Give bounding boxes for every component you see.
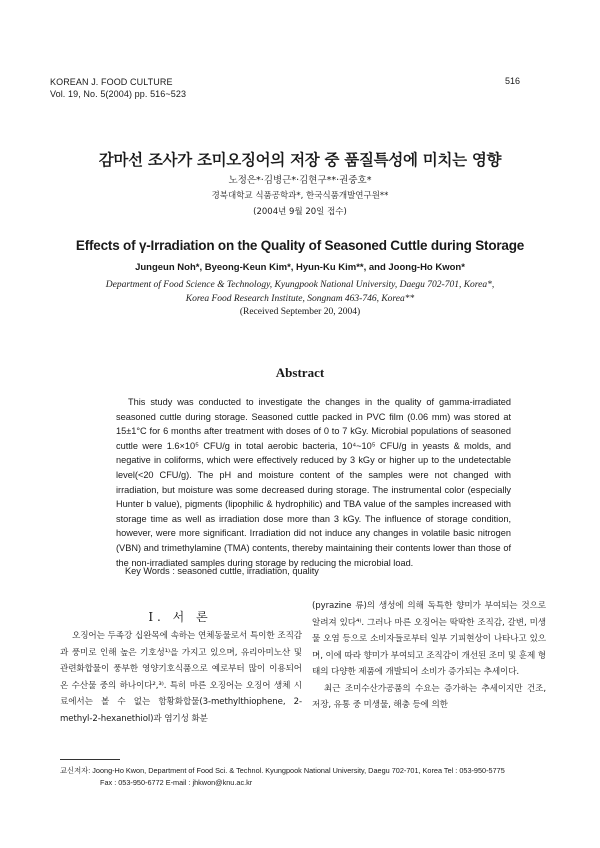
- korean-authors: 노정은*·김병근*·김현구**·권중호*: [228, 175, 372, 186]
- english-title: Effects of γ-Irradiation on the Quality of Seasoned Cuttle during Storage: [75, 238, 525, 253]
- page-number: 516: [504, 76, 520, 86]
- abstract-heading: Abstract: [275, 365, 325, 380]
- journal-volume: Vol. 19, No. 5(2004) pp. 516~523: [50, 89, 187, 99]
- footnote: [60, 765, 505, 789]
- english-affiliation: [0, 278, 600, 306]
- footnote-divider: [60, 759, 120, 760]
- section-heading-introduction: I. 서 론: [148, 610, 212, 624]
- english-received-date: (Received September 20, 2004): [239, 307, 361, 317]
- body-paragraph: (pyrazine 류)의 생성에 의해 독특한 향미가 부여되는 것으로 알려져 있다⁴⁾. 그러나 마른 오징어는 딱딱한 조직감, 갈변, 미생물 오염 등으로 소비자들로부터 일부 기피현상이 나타나고 있으며, 이에 따라 향미가 부여되고 조직감이 개선된 조미 및 훈제 형태의 다양한 제품에 개발되어 소비가 증가되는 추세이다.: [312, 601, 546, 677]
- keywords: Key Words : seasoned cuttle, irradiation, quality: [125, 566, 319, 576]
- affiliation-line-2: Korea Food Research Institute, Songnam 463-746, Korea**: [185, 294, 415, 304]
- journal-name: KOREAN J. FOOD CULTURE: [50, 77, 173, 87]
- english-authors: Jungeun Noh*, Byeong-Keun Kim*, Hyun-Ku Kim**, and Joong-Ho Kwon*: [135, 262, 465, 273]
- korean-title: 감마선 조사가 조미오징어의 저장 중 품질특성에 미치는 영향: [98, 151, 502, 169]
- korean-received-date: (2004년 9월 20일 접수): [253, 207, 347, 217]
- footnote-line-1: 교신저자: Joong-Ho Kwon, Department of Food Sci. & Technol. Kyungpook National University, Daegu 702-701, Korea Tel : 053-950-5775: [60, 766, 505, 775]
- body-paragraph: 오징어는 두족강 십완목에 속하는 연체동물로서 특이한 조직감과 풍미로 인해 높은 기호성¹⁾을 가지고 있으며, 유리아미노산 및 관련화합물이 풍부한 영양기호식품으로 예로부터 많이 이용되어온 수산물 중의 하나이다²,³⁾. 특히 마른 오징어는 오징어 생체 시료에서는 볼 수 없는 함황화합물(3-methylthiophene, 2-methyl-2-hexanethiol)과 염기성 화분: [60, 631, 302, 724]
- korean-affiliation: 경북대학교 식품공학과*, 한국식품개발연구원**: [211, 191, 389, 201]
- footnote-line-2: Fax : 053-950-6772 E-mail : jhkwon@knu.ac.kr: [100, 778, 253, 787]
- body-column-right: [312, 598, 546, 714]
- journal-header: [50, 76, 186, 100]
- body-column-left: [60, 628, 302, 727]
- abstract-text: This study was conducted to investigate the changes in the quality of gamma-irradiated seasoned cuttle during storage. Seasoned cuttle packed in PVC film (0.06 mm) was stored at 15±1°C for 6 months after treatment with doses of 0 to 7 kGy. Microbial populations of seasoned cuttle were 1.6×10⁵ CFU/g in total aerobic bacteria, 10⁴~10⁵ CFU/g in yeasts & molds, and negative in coliforms, which were effectively reduced by 3 kGy or higher up to the undetectable level(<20 CFU/g). The pH and moisture content of the samples were not changed with irradiation, but moisture was some decreased during storage. The instrumental color (especially Hunter b value), pigments (lipophilic & hydrophilic) and TBA value of the samples increased with storage time as well as irradiation dose more than 3 kGy. The influence of storage condition, however, were more significant. Irradiation did not induce any changes in volatile basic nitrogen (VBN) and trimethylamine (TMA) contents, thereby maintaining their contents lower than those of the non-irradiated samples during storage by reducing the microbial load.: [116, 397, 511, 568]
- body-paragraph: 최근 조미수산가공품의 수요는 증가하는 추세이지만 건조, 저장, 유통 중 미생물, 해충 등에 의한: [312, 683, 546, 710]
- affiliation-line-1: Department of Food Science & Technology, Kyungpook National University, Daegu 702-701, Korea*,: [105, 280, 495, 290]
